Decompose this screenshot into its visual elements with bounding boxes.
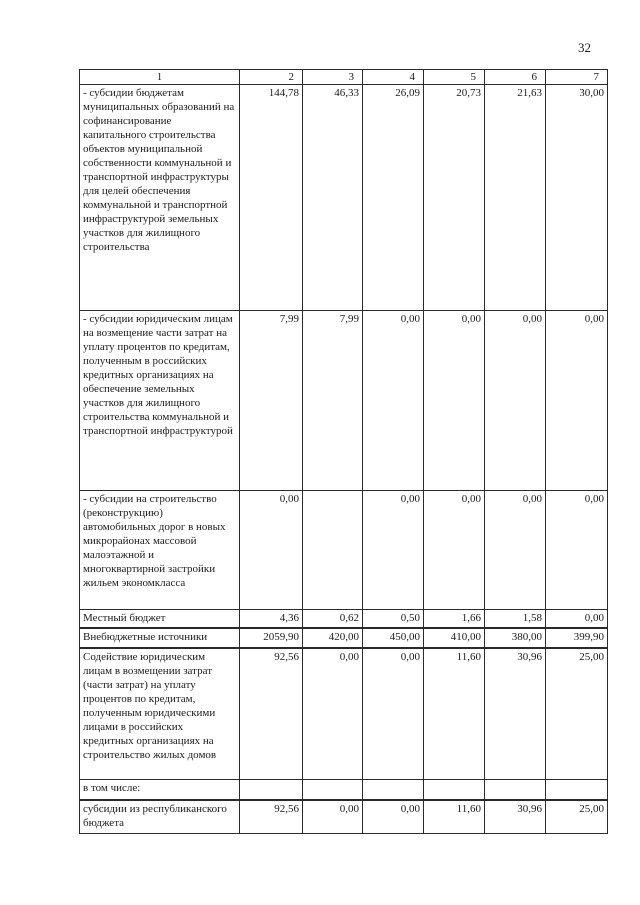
cell-value: 144,78	[240, 85, 303, 311]
cell-value: 0,00	[424, 491, 485, 610]
cell-value: 0,62	[303, 610, 363, 628]
cell-value: 11,60	[424, 800, 485, 834]
cell-value: 410,00	[424, 628, 485, 648]
row-label: - субсидии юридическим лицам на возмещение части затрат на уплату процентов по кредитам, полученным в российских кредитных организациях на обеспечение земельных участков для жилищного строительства коммунальной и транспортной инфраструктурой	[80, 311, 240, 491]
cell-value: 1,58	[485, 610, 546, 628]
cell-value: 26,09	[363, 85, 424, 311]
cell-value: 46,33	[303, 85, 363, 311]
row-label: Содействие юридическим лицам в возмещении затрат (части затрат) на уплату процентов по кредитам, полученным юридическими лицами в российских кредитных организациях на строительство жилых домов	[80, 648, 240, 780]
cell-value	[363, 780, 424, 800]
cell-value: 1,66	[424, 610, 485, 628]
table-row	[80, 628, 608, 648]
table-row	[80, 610, 608, 628]
column-header: 2	[240, 70, 303, 85]
cell-value	[424, 780, 485, 800]
cell-value: 0,00	[303, 648, 363, 780]
table-row	[80, 85, 608, 311]
table-row	[80, 311, 608, 491]
cell-value	[240, 780, 303, 800]
cell-value: 92,56	[240, 648, 303, 780]
cell-value: 0,00	[363, 648, 424, 780]
cell-value	[485, 780, 546, 800]
cell-value: 30,00	[546, 85, 608, 311]
row-label: Местный бюджет	[80, 610, 240, 628]
cell-value: 30,96	[485, 648, 546, 780]
cell-value: 0,00	[485, 491, 546, 610]
row-label: - субсидии бюджетам муниципальных образований на софинансирование капитального строительства объектов муниципальной собственности коммунальной и транспортной инфраструктуры для целей обеспечения коммунальной и транспортной инфраструктурой земельных участков для жилищного строительства	[80, 85, 240, 311]
table-row	[80, 780, 608, 800]
cell-value: 20,73	[424, 85, 485, 311]
cell-value: 380,00	[485, 628, 546, 648]
cell-value: 0,00	[485, 311, 546, 491]
cell-value: 450,00	[363, 628, 424, 648]
cell-value: 2059,90	[240, 628, 303, 648]
row-label: Внебюджетные источники	[80, 628, 240, 648]
cell-value: 0,00	[363, 491, 424, 610]
row-label: субсидии из республиканского бюджета	[80, 800, 240, 834]
budget-table	[79, 69, 608, 834]
cell-value: 0,00	[363, 311, 424, 491]
cell-value	[546, 780, 608, 800]
cell-value: 0,00	[546, 311, 608, 491]
table-row	[80, 800, 608, 834]
cell-value: 0,00	[546, 491, 608, 610]
cell-value: 21,63	[485, 85, 546, 311]
cell-value: 92,56	[240, 800, 303, 834]
row-label: в том числе:	[80, 780, 240, 800]
cell-value: 0,00	[303, 800, 363, 834]
column-header: 5	[424, 70, 485, 85]
column-header: 1	[80, 70, 240, 85]
row-label: - субсидии на строительство (реконструкцию) автомобильных дорог в новых микрорайонах массовой малоэтажной и многоквартирной застройки жильем экономкласса	[80, 491, 240, 610]
cell-value: 4,36	[240, 610, 303, 628]
cell-value	[303, 780, 363, 800]
cell-value: 0,00	[424, 311, 485, 491]
cell-value: 399,90	[546, 628, 608, 648]
cell-value: 0,00	[240, 491, 303, 610]
column-header: 7	[546, 70, 608, 85]
cell-value: 7,99	[240, 311, 303, 491]
cell-value: 11,60	[424, 648, 485, 780]
cell-value: 7,99	[303, 311, 363, 491]
cell-value: 25,00	[546, 800, 608, 834]
cell-value: 30,96	[485, 800, 546, 834]
column-header: 3	[303, 70, 363, 85]
cell-value: 0,00	[546, 610, 608, 628]
cell-value	[303, 491, 363, 610]
column-header: 6	[485, 70, 546, 85]
cell-value: 25,00	[546, 648, 608, 780]
cell-value: 0,00	[363, 800, 424, 834]
cell-value: 420,00	[303, 628, 363, 648]
table-header-row	[80, 70, 608, 85]
table-row	[80, 648, 608, 780]
page-number: 32	[578, 40, 591, 55]
cell-value: 0,50	[363, 610, 424, 628]
column-header: 4	[363, 70, 424, 85]
table-row	[80, 491, 608, 610]
